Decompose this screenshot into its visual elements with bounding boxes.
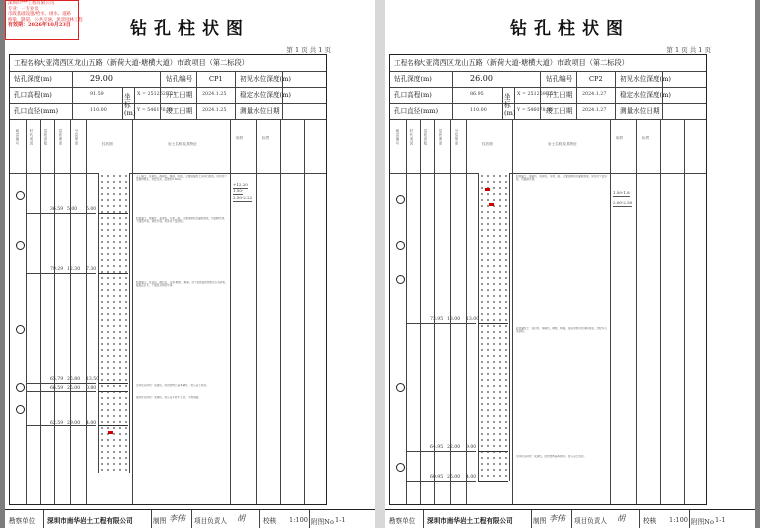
draw-label: 制图 bbox=[533, 517, 547, 525]
fig-label: 附图No bbox=[691, 518, 714, 526]
layer-description: 砂质黏性土：灰白色、褐黄色，硬塑，稍湿，由花岗岩风化残积而成，含较多石英砂粒。 bbox=[516, 327, 607, 334]
page-title: 钻孔柱状图 bbox=[510, 19, 630, 39]
borehole-log-page-cp1 bbox=[5, 0, 375, 528]
layer-thickness: 0.80 bbox=[86, 386, 97, 391]
layer-depth: 25.00 bbox=[67, 386, 81, 391]
layer-marker bbox=[16, 405, 25, 414]
unit-label: 勘察单位 bbox=[9, 517, 36, 525]
diam-label: 孔口直径(mm) bbox=[394, 107, 439, 115]
elev-value: 86.95 bbox=[470, 92, 484, 97]
title-block bbox=[385, 509, 755, 528]
layer-description: 粉质黏土：褐黄色、灰黄色，可塑，湿，主要由粉粒及黏粒组成，切面稍光滑，干强度中等，韧性中等，局部夹少量砂粒。 bbox=[136, 217, 227, 224]
sample-depth: +12.20 bbox=[233, 182, 248, 187]
lithology-column bbox=[478, 173, 510, 481]
start-label: 开工日期 bbox=[546, 91, 573, 99]
log-table: 工程名称 大亚湾西区龙山五路（新荷大道-塘横大道）市政项目（第二标段） 钻孔深度(m) 29.00 钻孔编号 CP1 初见水位深度(m) 孔口高程(m) 91.59 坐标(m) X = 2512628.21 Y = 546176.34 开工日期 2024.1.25 稳定水位深度(m) 孔口直径(mm) 110.00 竣工日期 2024.1.25 测量水位日期 地层编号 时代成因 层底高程 层底深度 分层厚度 柱状图 岩土名称及其特征 取样 标贯 36.59 5.00 5.00 79.29 12.30 7.30 65.79 25.80 13.50 66.59 25.00 0.80 62.59 29.00 4.00 人工填土：灰黄色、褐黄色，稍湿，松散，主要由黏性土及碎石组成，局部含少量植物根系，未经压实，层厚约5.00m。 粉质黏土：褐黄色、灰黄色，可塑，湿，主要由粉粒及黏粒组成，切面稍光滑，干强度中等，韧性中等，局部夹少量砂粒。 粉质黏土：灰白色、褐红色，可塑-硬塑，稍湿，含少量铁锰质结核及石英砂粒，摇振反应无，干强度及韧性中等。 全风化花岗岩：灰黄色，原岩结构已基本破坏，岩芯呈土柱状。 强风化花岗岩：灰褐色，岩芯呈半岩半土状，手捏易散。 +12.20 1.50- 2.50-2.22 bbox=[9, 54, 327, 505]
layer-marker bbox=[396, 275, 405, 284]
layer-depth: 5.00 bbox=[67, 207, 78, 212]
borehole-log-page-cp2 bbox=[385, 0, 755, 528]
col-litho: 柱状图 bbox=[482, 142, 493, 146]
page-title: 钻孔柱状图 bbox=[130, 19, 250, 39]
measure-label: 测量水位日期 bbox=[620, 107, 660, 115]
layer-thickness: 5.00 bbox=[86, 207, 97, 212]
leader-signature: 胡 bbox=[237, 514, 245, 523]
layer-depth: 26.00 bbox=[447, 475, 461, 480]
layer-depth: 13.00 bbox=[447, 317, 461, 322]
log-table: 工程名称 大亚湾西区龙山五路（新荷大道-塘横大道）市政项目（第二标段） 钻孔深度(m) 26.00 钻孔编号 CP2 初见水位深度(m) 孔口高程(m) 86.95 坐标(m) X = 2512598.55 Y = 546078.86 开工日期 2024.1.27 稳定水位深度(m) 孔口直径(mm) 110.00 竣工日期 2024.1.27 测量水位日期 地层编号 时代成因 层底高程 层底深度 分层厚度 柱状图 岩土名称及其特征 取样 标贯 73.95 13.00 13.00 64.95 22.00 9.00 60.95 26.00 4.00 粉质黏土：褐黄色、灰黄色，可塑，湿，主要由粉粒及黏粒组成，局部含少量砂粒，切面稍光滑。 砂质黏性土：灰白色、褐黄色，硬塑，稍湿，由花岗岩风化残积而成，含较多石英砂粒。 全风化花岗岩：灰黄色，原岩结构基本破坏，岩芯呈土柱状。 1.50-1.8 2.00-2.50 bbox=[389, 54, 707, 505]
diam-label: 孔口直径(mm) bbox=[14, 107, 59, 115]
layer-marker bbox=[16, 383, 25, 392]
layer-description: 全风化花岗岩：灰黄色，原岩结构基本破坏，岩芯呈土柱状。 bbox=[516, 455, 587, 458]
leader-label: 项目负责人 bbox=[574, 517, 607, 525]
layer-description: 强风化花岗岩：灰褐色，岩芯呈半岩半土状，手捏易散。 bbox=[136, 396, 201, 399]
layer-elev: 66.59 bbox=[50, 386, 64, 391]
start-label: 开工日期 bbox=[166, 91, 193, 99]
coord-label: 坐标(m) bbox=[124, 93, 136, 117]
survey-unit: 深圳市南华岩土工程有限公司 bbox=[427, 517, 513, 525]
layer-elev: 79.29 bbox=[50, 267, 64, 272]
draw-label: 制图 bbox=[153, 517, 167, 525]
sample-depth: 1.50-1.8 bbox=[613, 190, 630, 195]
first-water-label: 初见水位深度(m) bbox=[620, 75, 671, 83]
col-litho: 柱状图 bbox=[102, 142, 113, 146]
hole-no-value: CP2 bbox=[589, 75, 603, 83]
check-label: 校核 bbox=[643, 517, 657, 525]
layer-depth: 25.80 bbox=[67, 377, 81, 382]
project-name: 大亚湾西区龙山五路（新荷大道-塘横大道）市政项目（第二标段） bbox=[38, 58, 249, 67]
coord-label: 坐标(m) bbox=[504, 93, 516, 117]
layer-marker bbox=[16, 241, 25, 250]
layer-elev: 62.59 bbox=[50, 421, 64, 426]
survey-unit: 深圳市南华岩土工程有限公司 bbox=[47, 517, 133, 525]
layer-description: 全风化花岗岩：灰黄色，原岩结构已基本破坏，岩芯呈土柱状。 bbox=[136, 384, 209, 387]
scale: 1:100 bbox=[289, 516, 309, 524]
end-date: 2024.1.27 bbox=[582, 108, 607, 113]
layer-thickness: 4.00 bbox=[466, 475, 477, 480]
col-spt: 标贯 bbox=[262, 136, 270, 140]
stable-water-label: 稳定水位深度(m) bbox=[620, 91, 671, 99]
layer-marker bbox=[396, 463, 405, 472]
hole-no-label: 钻孔编号 bbox=[166, 75, 193, 83]
diam-value: 110.00 bbox=[470, 108, 487, 113]
fig-label: 附图No bbox=[311, 518, 334, 526]
col-spt: 标贯 bbox=[642, 136, 650, 140]
end-label: 竣工日期 bbox=[166, 107, 193, 115]
layer-thickness: 13.50 bbox=[86, 377, 100, 382]
depth-value: 26.00 bbox=[470, 74, 493, 83]
layer-thickness: 13.00 bbox=[466, 317, 480, 322]
elev-value: 91.59 bbox=[90, 92, 104, 97]
col-sample: 取样 bbox=[236, 136, 244, 140]
col-desc: 岩土名称及其特征 bbox=[168, 142, 197, 146]
layer-elev: 36.59 bbox=[50, 207, 64, 212]
layer-description: 粉质黏土：灰白色、褐红色，可塑-硬塑，稍湿，含少量铁锰质结核及石英砂粒，摇振反应无，干强度及韧性中等。 bbox=[136, 281, 228, 288]
layer-elev: 73.95 bbox=[430, 317, 444, 322]
start-date: 2024.1.25 bbox=[202, 92, 227, 97]
layer-description: 人工填土：灰黄色、褐黄色，稍湿，松散，主要由黏性土及碎石组成，局部含少量植物根系，未经压实，层厚约5.00m。 bbox=[136, 175, 227, 182]
scale: 1:100 bbox=[669, 516, 689, 524]
qualification-stamp: 深圳市***工程有限公司 专业：一专业员 市政基础设施/给水、排水、道路 桥梁、隧道、公共交通、风景园林工程 有效期：2026年10月23日 bbox=[5, 0, 79, 40]
layer-elev: 65.79 bbox=[50, 377, 64, 382]
unit-label: 勘察单位 bbox=[389, 517, 416, 525]
layer-depth: 29.00 bbox=[67, 421, 81, 426]
fig-number: 1-1 bbox=[715, 516, 726, 524]
layer-elev: 64.95 bbox=[430, 445, 444, 450]
layer-marker bbox=[396, 241, 405, 250]
end-date: 2024.1.25 bbox=[202, 108, 227, 113]
layer-thickness: 7.30 bbox=[86, 267, 97, 272]
lithology-column bbox=[98, 173, 130, 473]
layer-elev: 60.95 bbox=[430, 475, 444, 480]
leader-signature: 胡 bbox=[617, 514, 625, 523]
sample-depth: 1.50- bbox=[233, 188, 244, 193]
layer-marker bbox=[396, 383, 405, 392]
y-coord: Y = 546078.86 bbox=[517, 108, 554, 113]
layer-depth: 12.30 bbox=[67, 267, 81, 272]
layer-depth: 22.00 bbox=[447, 445, 461, 450]
x-coord: X = 2512598.55 bbox=[517, 92, 557, 97]
title-block bbox=[5, 509, 375, 528]
layer-marker bbox=[16, 191, 25, 200]
check-label: 校核 bbox=[263, 517, 277, 525]
elev-label: 孔口高程(m) bbox=[394, 91, 432, 99]
col-desc: 岩土名称及其特征 bbox=[548, 142, 577, 146]
layer-marker bbox=[396, 195, 405, 204]
fig-number: 1-1 bbox=[335, 516, 346, 524]
diam-value: 110.00 bbox=[90, 108, 107, 113]
y-coord: Y = 546176.34 bbox=[137, 108, 174, 113]
layer-thickness: 4.00 bbox=[86, 421, 97, 426]
leader-label: 项目负责人 bbox=[194, 517, 227, 525]
depth-value: 29.00 bbox=[90, 74, 113, 83]
x-coord: X = 2512628.21 bbox=[137, 92, 177, 97]
first-water-label: 初见水位深度(m) bbox=[240, 75, 291, 83]
start-date: 2024.1.27 bbox=[582, 92, 607, 97]
sample-depth: 2.50-2.22 bbox=[233, 195, 253, 200]
project-name: 大亚湾西区龙山五路（新荷大道-塘横大道）市政项目（第二标段） bbox=[418, 58, 629, 67]
sheet-number: 第 1 页 共 1 页 bbox=[666, 46, 711, 54]
project-label: 工程名称 bbox=[394, 59, 421, 67]
sample-depth: 2.00-2.50 bbox=[613, 200, 633, 205]
stable-water-label: 稳定水位深度(m) bbox=[240, 91, 291, 99]
col-sample: 取样 bbox=[616, 136, 624, 140]
depth-label: 钻孔深度(m) bbox=[394, 75, 432, 83]
sheet-number: 第 1 页 共 1 页 bbox=[286, 46, 331, 54]
project-label: 工程名称 bbox=[14, 59, 41, 67]
layer-description: 粉质黏土：褐黄色、灰黄色，可塑，湿，主要由粉粒及黏粒组成，局部含少量砂粒，切面稍光滑。 bbox=[516, 175, 607, 182]
drafter-signature: 李伟 bbox=[549, 514, 565, 523]
drafter-signature: 李伟 bbox=[169, 514, 185, 523]
measure-label: 测量水位日期 bbox=[240, 107, 280, 115]
layer-thickness: 9.00 bbox=[466, 445, 477, 450]
hole-no-label: 钻孔编号 bbox=[546, 75, 573, 83]
hole-no-value: CP1 bbox=[209, 75, 223, 83]
elev-label: 孔口高程(m) bbox=[14, 91, 52, 99]
layer-marker bbox=[16, 325, 25, 334]
depth-label: 钻孔深度(m) bbox=[14, 75, 52, 83]
end-label: 竣工日期 bbox=[546, 107, 573, 115]
